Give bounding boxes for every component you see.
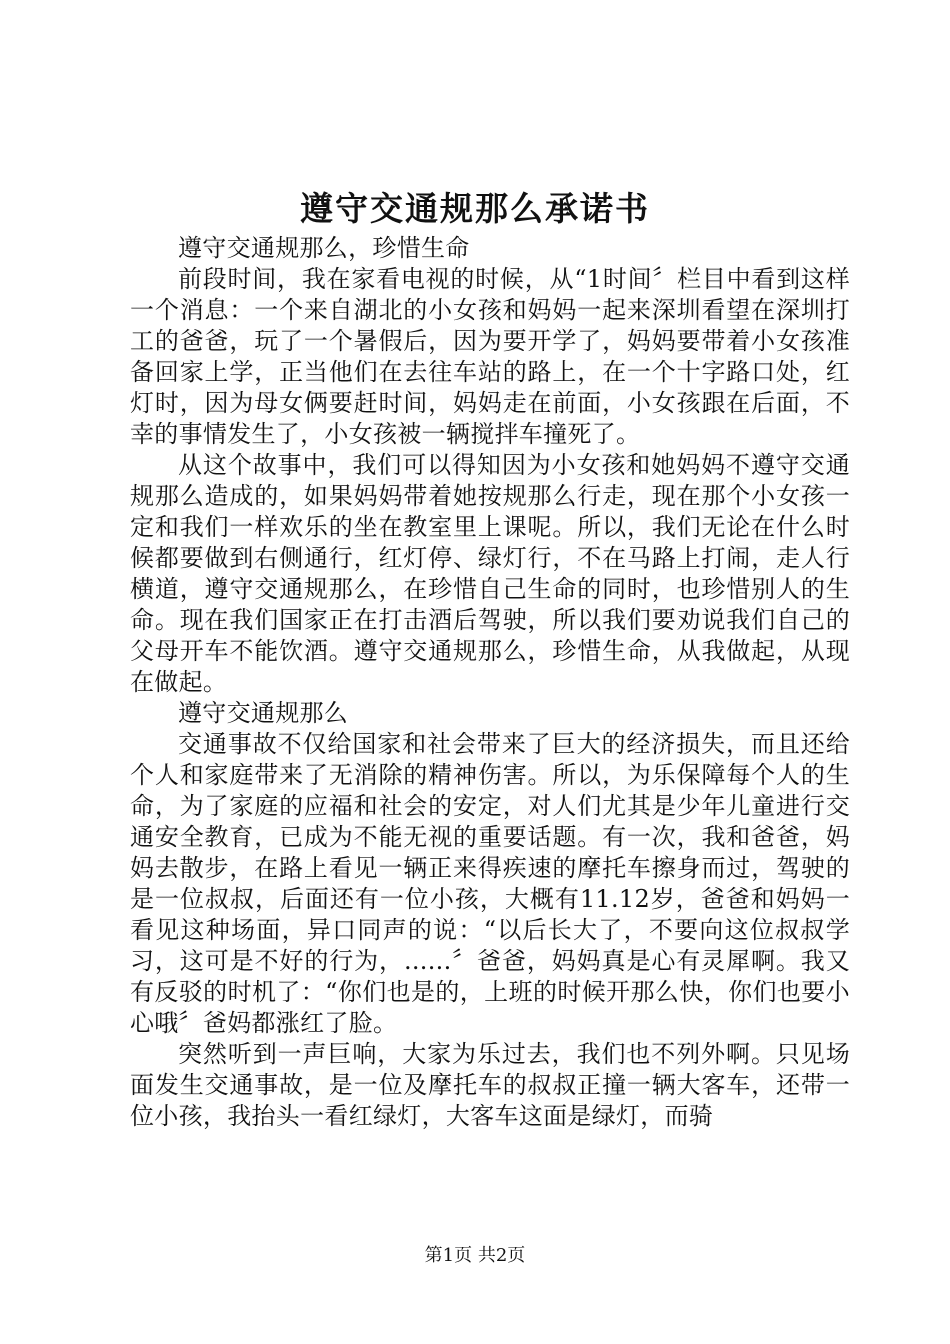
document-body	[130, 233, 850, 1132]
body-paragraph: 从这个故事中，我们可以得知因为小女孩和她妈妈不遵守交通规那么造成的，如果妈妈带着她按规那么行走，现在那个小女孩一定和我们一样欢乐的坐在教室里上课呢。所以，我们无论在什么时候都要做到右侧通行，红灯停、绿灯行，不在马路上打闹，走人行横道，遵守交通规那么，在珍惜自己生命的同时，也珍惜别人的生命。现在我们国家正在打击酒后驾驶，所以我们要劝说我们自己的父母开车不能饮酒。遵守交通规那么，珍惜生命，从我做起，从现在做起。	[130, 451, 850, 696]
section-heading: 遵守交通规那么，珍惜生命	[178, 234, 470, 262]
body-paragraph: 突然听到一声巨响，大家为乐过去，我们也不列外啊。只见场面发生交通事故，是一位及摩托车的叔叔正撞一辆大客车，还带一位小孩，我抬头一看红绿灯，大客车这面是绿灯，而骑	[130, 1040, 850, 1130]
document-title: 遵守交通规那么承诺书	[300, 189, 650, 228]
section-heading: 遵守交通规那么	[178, 699, 349, 727]
page-number-footer: 第1页 共2页	[424, 1245, 526, 1266]
body-paragraph: 前段时间，我在家看电视的时候，从“1时间〞栏目中看到这样一个消息：一个来自湖北的小女孩和妈妈一起来深圳看望在深圳打工的爸爸，玩了一个暑假后，因为要开学了，妈妈要带着小女孩准备回家上学，正当他们在去往车站的路上，在一个十字路口处，红灯时，因为母女俩要赶时间，妈妈走在前面，小女孩跟在后面，不幸的事情发生了，小女孩被一辆搅拌车撞死了。	[130, 265, 850, 448]
body-paragraph: 交通事故不仅给国家和社会带来了巨大的经济损失，而且还给个人和家庭带来了无消除的精神伤害。所以，为乐保障每个人的生命，为了家庭的应福和社会的安定，对人们尤其是少年儿童进行交通安全教育，已成为不能无视的重要话题。有一次，我和爸爸，妈妈去散步，在路上看见一辆正来得疾速的摩托车擦身而过，驾驶的是一位叔叔，后面还有一位小孩，大概有11.12岁，爸爸和妈妈一看见这种场面，异口同声的说：“以后长大了，不要向这位叔叔学习，这可是不好的行为，......〞爸爸，妈妈真是心有灵犀啊。我又有反驳的时机了：“你们也是的，上班的时候开那么快，你们也要小心哦〞爸妈都涨红了脸。	[130, 730, 850, 1037]
